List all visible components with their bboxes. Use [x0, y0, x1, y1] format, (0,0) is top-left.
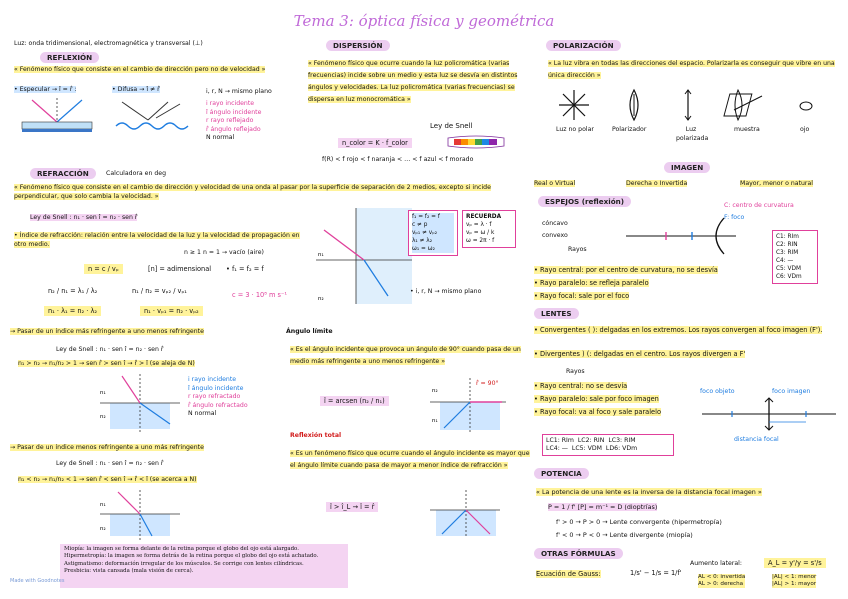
specular-reflection: • Especular → î = r̂ :	[14, 86, 77, 93]
lentes-heading: LENTES	[534, 308, 579, 319]
mirror-diagram	[626, 216, 736, 256]
legend-reflected-ray: r rayo reflejado	[206, 117, 254, 125]
case2-relation: n₁ < n₂ → n₁/n₂ < 1 → sen r̂ < sen î → r̂ < î (se acerca a N)	[18, 476, 197, 483]
case1-legend-ray: i rayo incidente	[188, 376, 237, 383]
focus-label: F: foco	[724, 214, 745, 221]
lens-case-4: LC4: —	[546, 445, 568, 452]
potencia-formula: P = 1 / f' [P] = m⁻¹ = D (dioptrías)	[548, 503, 658, 511]
lens-case-1: LC1: RIm	[546, 437, 574, 444]
speed-of-light: c = 3 · 10⁸ m s⁻¹	[232, 291, 288, 299]
vision-notes	[60, 544, 348, 588]
snell-law: Ley de Snell : n₁ · sen î = n₂ · sen r̂	[30, 214, 138, 221]
case1-legend-normal: N normal	[188, 410, 217, 418]
lens-cases-box	[542, 434, 674, 456]
diffuse-diagram	[114, 98, 194, 140]
lens-case-5: LC5: VDM	[571, 445, 602, 452]
wavelength-ratio: n₂ / n₁ = λ₁ / λ₂	[48, 287, 98, 295]
label-sample: muestra	[734, 126, 760, 133]
potencia-convergent: f' > 0 → P > 0 → Lente convergente (hipermetropía)	[556, 518, 722, 526]
refraction-n1: n₁	[318, 252, 324, 258]
legend-incident-ray: i rayo incidente	[206, 100, 255, 107]
lens-ray-parallel: • Rayo paralelo: sale por foco imagen	[534, 395, 659, 403]
limite-heading: Ángulo límite	[286, 328, 333, 335]
page-title: Tema 3: óptica física y geométrica	[293, 12, 555, 30]
legend-reflected-angle: r̂ ángulo reflejado	[206, 125, 261, 133]
legend-incident-angle: î ángulo incidente	[206, 108, 262, 116]
note-miopia: Miopía: la imagen se forma delante de la retina porque el globo del ojo está alargado.	[64, 546, 299, 552]
velocity-ratio: n₁ / n₂ = vₚ₂ / vₚ₁	[132, 287, 187, 295]
case1-n1: n₁	[100, 390, 106, 396]
label-polarized: Luz polarizada	[676, 126, 709, 142]
credit-label: Made with Goodnotes	[10, 578, 65, 584]
case2-title: → Pasar de un índice menos refringente a uno más refringente	[10, 444, 204, 451]
mirror-case-3: C3: RIM	[776, 250, 799, 256]
lens-case-3: LC3: RIM	[608, 437, 636, 444]
lens-case-2: LC2: RIN	[577, 437, 605, 444]
frequency-equal: • f₁ = f₂ = f	[226, 265, 264, 273]
lens-case-6: LD6: VDm	[605, 445, 638, 452]
box-omega: ω₁ = ω₂	[412, 245, 454, 253]
wavelength-product: n₁ · λ₁ = n₂ · λ₂	[44, 306, 101, 316]
polarization-diagram	[556, 86, 826, 126]
legend-normal: N normal	[206, 134, 235, 142]
al-size-notes	[772, 574, 816, 588]
dispersion-heading: DISPERSIÓN	[326, 40, 390, 51]
lens-rays-word: Rayos	[566, 368, 585, 375]
espejos-heading: ESPEJOS (reflexión)	[538, 196, 631, 207]
refraction-n2: n₂	[318, 296, 324, 302]
box-wavelength: λ₁ ≠ λ₂	[412, 237, 454, 245]
label-polarizer: Polarizador	[612, 126, 647, 133]
total-reflection-definition: « Es un fenómeno físico que ocurre cuando el ángulo incidente es mayor que el ángulo límite cuando pasa de mayor a menor índice de refracción »	[290, 450, 530, 469]
note-presbicia: Presbicia: vista cansada (mala visión de cerca).	[64, 568, 194, 575]
center-curvature-label: C: centro de curvatura	[724, 202, 794, 209]
convex-label: convexo	[542, 232, 568, 239]
imagen-heading: IMAGEN	[664, 162, 710, 173]
recuerda-box	[462, 210, 516, 248]
polarizacion-definition: « La luz vibra en todas las direcciones del espacio. Polarizarla es conseguir que vibre en una única dirección »	[548, 60, 835, 79]
case1-legend	[188, 376, 248, 419]
recuerda-omega: ω = 2π · f	[466, 238, 495, 244]
total-reflection-diagram	[430, 490, 500, 538]
lens-rays-list	[534, 380, 661, 419]
mirror-case-1: C1: RIm	[776, 234, 799, 240]
image-type-orientation: Derecha o Invertida	[626, 180, 688, 187]
object-focus-label: foco objeto	[700, 388, 735, 395]
recuerda-vp: vₚ = λ · f	[466, 222, 492, 228]
n-color-formula: n_color = K · f_color	[338, 138, 412, 148]
case2-n1: n₁	[100, 502, 106, 508]
calculator-note: Calculadora en deg	[106, 170, 167, 177]
potencia-divergent: f' < 0 → P < 0 → Lente divergente (miopía)	[556, 531, 693, 539]
polarizacion-heading: POLARIZACIÓN	[546, 40, 621, 51]
reflection-legend	[206, 100, 261, 143]
mirror-rays-word: Rayos	[568, 246, 587, 253]
potencia-heading: POTENCIA	[534, 468, 589, 479]
mirror-ray-central: • Rayo central: por el centro de curvatura, no se desvía	[534, 266, 718, 274]
plane-note: • i, r, N → mismo plano	[410, 288, 482, 295]
reflection-plane-note: i, r, N → mismo plano	[206, 88, 272, 95]
mirror-ray-focal: • Rayo focal: sale por el foco	[534, 292, 630, 300]
box-frequency: f₁ = f₂ = f	[412, 213, 454, 221]
limit-n1: n₁	[432, 418, 438, 424]
dispersion-definition: « Fenómeno físico que ocurre cuando la luz policromática (varias frecuencias) incide sobre un medio y esta luz se desvía en distintos ángulos y velocidades. La luz policromática (varias frecuencias) se dispersa en luz monocromática »	[308, 60, 518, 103]
lens-diagram	[702, 398, 836, 438]
al-positive: AL > 0: derecha	[698, 581, 745, 588]
note-astigmatismo: Astigmatismo: deformación irregular de los músculos. Se corrige con lentes cilíndricas.	[64, 560, 304, 567]
case1-n2: n₂	[100, 414, 106, 420]
recuerda-vp-k: vₚ = ω / k	[466, 230, 495, 236]
al-larger: |AL| > 1: mayor	[772, 581, 817, 587]
gauss-formula: 1/s' − 1/s = 1/f'	[630, 569, 682, 577]
mirror-case-2: C2: RIN	[776, 242, 798, 248]
case2-snell: Ley de Snell : n₁ · sen î = n₂ · sen r̂	[56, 460, 164, 467]
label-eye: ojo	[800, 126, 810, 133]
frequency-order: f(R) < f rojo < f naranja < … < f azul < f morado	[322, 156, 474, 163]
otras-formulas-heading: OTRAS FÓRMULAS	[534, 548, 623, 559]
index-units: [n] = adimensional	[148, 265, 212, 273]
case2-n2: n₂	[100, 526, 106, 532]
case1-snell: Ley de Snell : n₁ · sen î = n₂ · sen r̂	[56, 346, 164, 353]
potencia-definition: « La potencia de una lente es la inversa de la distancia focal imagen »	[536, 488, 762, 496]
refraccion-heading: REFRACCIÓN	[30, 168, 96, 179]
image-type-size: Mayor, menor o natural	[740, 180, 813, 187]
al-smaller: |AL| < 1: menor	[772, 574, 817, 580]
total-reflection-heading: Reflexión total	[290, 432, 342, 439]
limit-n2: n₂	[432, 388, 438, 394]
rainbow-strip	[448, 134, 504, 150]
limite-definition: « Es el ángulo incidente que provoca un ángulo de 90° cuando pasa de un medio más refringente a uno menos refringente »	[290, 346, 521, 365]
gauss-label: Ecuación de Gauss:	[536, 570, 601, 578]
al-sign-notes	[698, 574, 745, 588]
concave-label: cóncavo	[542, 220, 568, 227]
case1-title: → Pasar de un índice más refringente a uno menos refringente	[10, 328, 204, 335]
al-negative: AL < 0: invertida	[698, 574, 746, 580]
image-focus-label: foco imagen	[772, 388, 811, 395]
note-hipermetropia: Hipermetropía: la imagen se forma detrás de la retina porque el globo del ojo está achatado.	[64, 553, 319, 560]
case1-refraction-diagram	[100, 374, 180, 432]
case1-legend-refracted-ray: r rayo refractado	[188, 393, 241, 401]
case2-refraction-diagram	[100, 490, 180, 540]
convergent-lens-def: • Convergentes ( ): delgadas en los extremos. Los rayos convergen al foco imagen (F').	[534, 326, 823, 334]
limite-formula: î = arcsen (n₂ / n₁)	[320, 396, 389, 406]
reflexion-heading: REFLEXIÓN	[40, 52, 99, 63]
limit-angle-label: r̂ = 90°	[476, 380, 499, 387]
mirror-case-4: C4: —	[776, 258, 794, 264]
recuerda-title: RECUERDA	[466, 214, 502, 220]
reflexion-definition: « Fenómeno físico que consiste en el cambio de dirección pero no de velocidad »	[14, 66, 266, 73]
lens-ray-central: • Rayo central: no se desvía	[534, 382, 628, 390]
mirror-rays-list	[534, 264, 718, 303]
diffuse-reflection: • Difusa → î ≠ r̂	[112, 86, 160, 93]
refraction-diagram	[316, 208, 412, 304]
mirror-case-6: C6: VDm	[776, 274, 802, 280]
light-definition: Luz: onda tridimensional, electromagnética y transversal (⊥)	[14, 40, 203, 47]
mirror-cases-box	[772, 230, 818, 284]
mirror-ray-parallel: • Rayo paralelo: se refleja paralelo	[534, 279, 649, 287]
mirror-case-5: C5: VDM	[776, 266, 801, 272]
specular-diagram	[18, 98, 96, 140]
divergent-lens-def: • Divergentes ) (: delgadas en el centro. Los rayos divergen a F'	[534, 350, 746, 358]
aumento-label: Aumento lateral:	[690, 560, 742, 567]
box-speed: c ≠ p	[412, 221, 454, 229]
focal-distance-label: distancia focal	[734, 436, 779, 443]
case1-relation: n₁ > n₂ → n₁/n₂ > 1 → sen r̂ > sen î → r̂ > î (se aleja de N)	[18, 360, 195, 367]
refraccion-definition: « Fenómeno físico que consiste en el cambio de dirección y velocidad de una onda al pasar por la superficie de separación de 2 medios, excepto si incide perpendicular, que solo cambia la velocidad. »	[14, 184, 491, 200]
total-reflection-relation: î > î_L → î = r̂	[326, 502, 378, 512]
refraction-summary-box	[408, 210, 458, 256]
box-velocity: vₚ₁ ≠ vₚ₂	[412, 229, 454, 237]
lens-ray-focal: • Rayo focal: va al foco y sale paralelo	[534, 408, 661, 416]
label-unpolarized: Luz no polar	[556, 126, 594, 133]
velocity-product: n₁ · vₚ₁ = n₂ · vₚ₂	[140, 306, 203, 316]
image-type-real: Real o Virtual	[534, 180, 576, 187]
case1-legend-refracted-angle: r̂ ángulo refractado	[188, 401, 248, 409]
index-condition: n ≥ 1 n = 1 → vacío (aire)	[184, 249, 264, 256]
case1-legend-angle: î ángulo incidente	[188, 384, 244, 392]
index-formula: n = c / vₚ	[84, 264, 123, 274]
aumento-formula: A_L = y'/y = s'/s	[764, 558, 826, 568]
snell-label: Ley de Snell	[430, 122, 473, 130]
refraction-index-def: • Índice de refracción: relación entre la velocidad de la luz y la velocidad de propagación en otro medio.	[14, 232, 300, 248]
